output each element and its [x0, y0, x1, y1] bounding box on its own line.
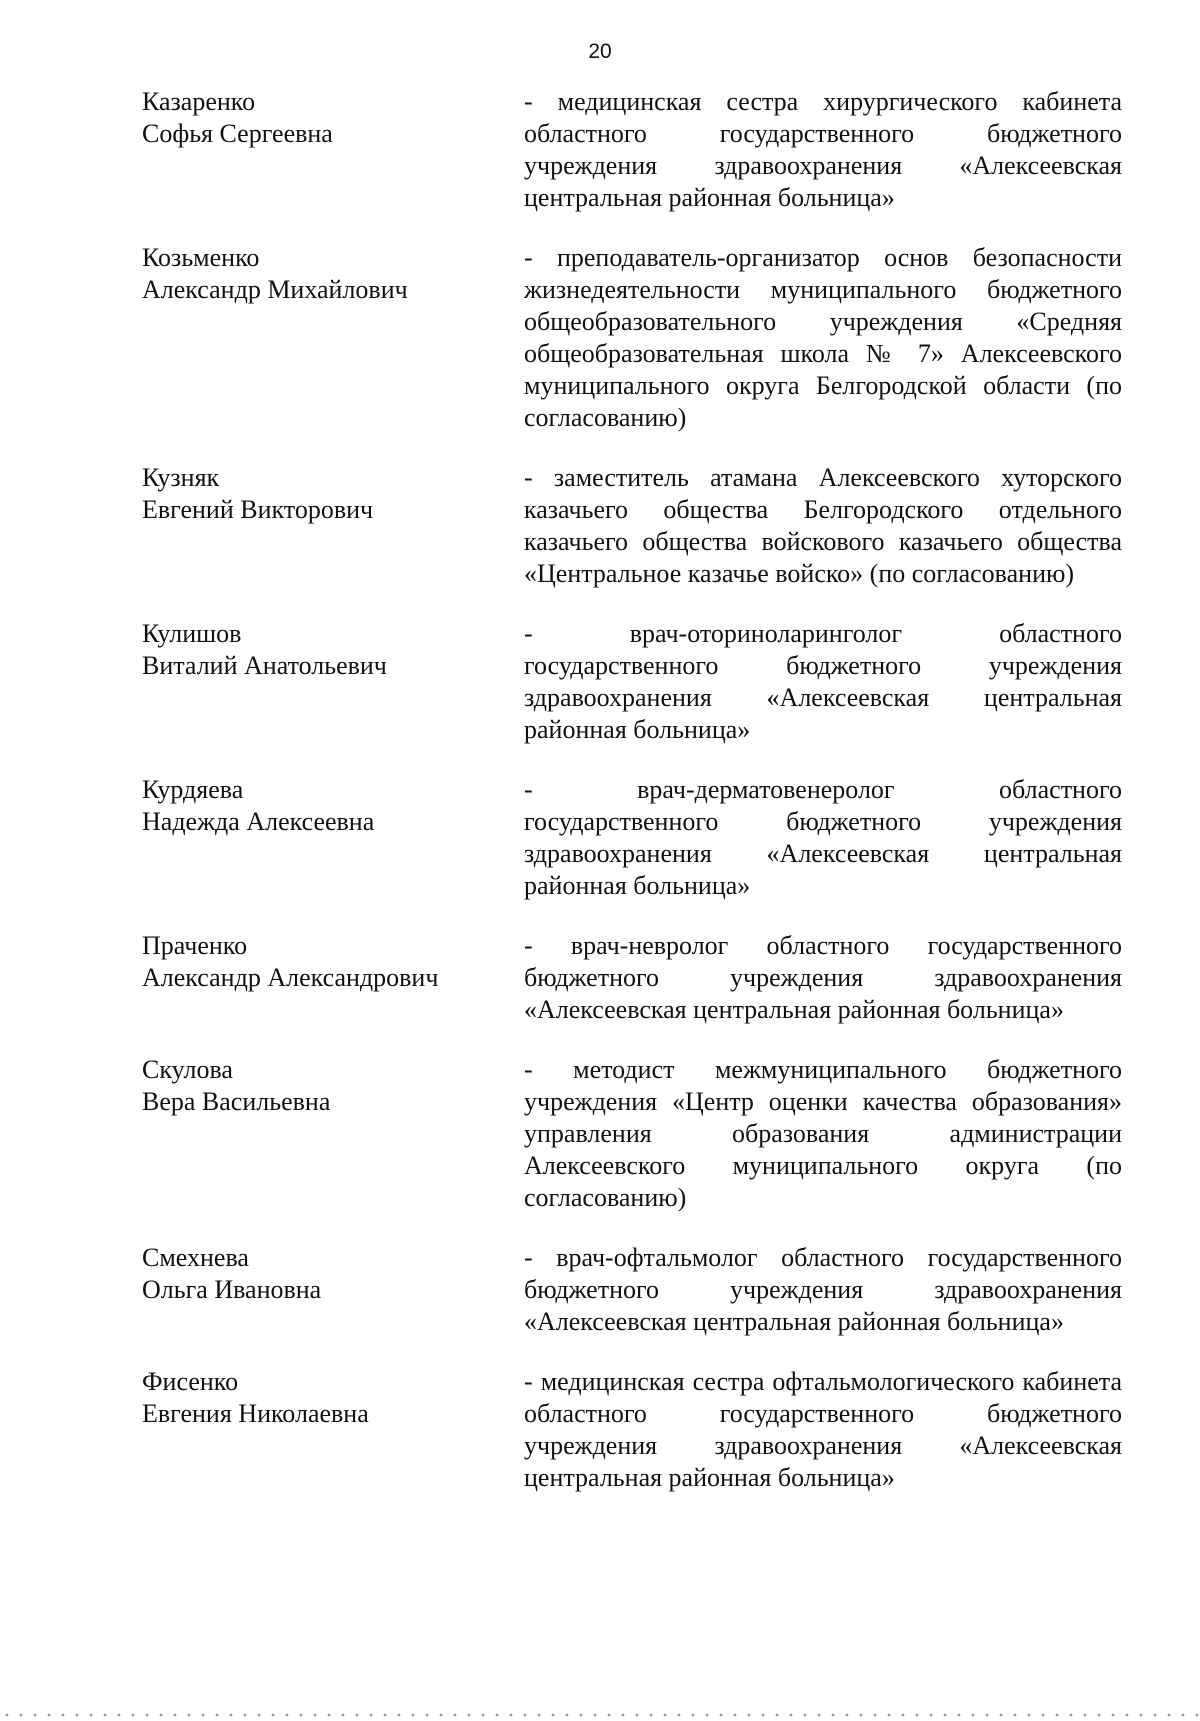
- person-name: [142, 774, 502, 838]
- position-description: - заместитель атамана Алексеевского хуторского казачьего общества Белгородского отдельного казачьего общества войскового казачьего общества «Центральное казачье войско» (по согласованию): [524, 463, 1122, 588]
- given-name: Софья Сергеевна: [142, 119, 333, 148]
- surname: Скулова: [142, 1055, 233, 1084]
- surname: Фисенко: [142, 1367, 239, 1396]
- position-description: - медицинская сестра хирургического кабинета областного государственного бюджетного учреждения здравоохранения «Алексеевская центральная районная больница»: [524, 87, 1122, 212]
- given-name: Ольга Ивановна: [142, 1275, 322, 1304]
- position-description: - методист межмуниципального бюджетного учреждения «Центр оценки качества образования» управления образования администрации Алексеевского муниципального округа (по согласованию): [524, 1055, 1122, 1212]
- position-description: - врач-оториноларинголог областного государственного бюджетного учреждения здравоохранения «Алексеевская центральная районная больница»: [524, 619, 1122, 744]
- person-name: [142, 930, 502, 994]
- position-description: - врач-офтальмолог областного государственного бюджетного учреждения здравоохранения «Алексеевская центральная районная больница»: [524, 1243, 1122, 1336]
- person-name: [142, 1242, 502, 1306]
- person-name: [142, 618, 502, 682]
- list-item: [0, 618, 1200, 746]
- person-name: [142, 462, 502, 526]
- person-name: [142, 1054, 502, 1118]
- given-name: Вера Васильевна: [142, 1087, 331, 1116]
- list-item: [0, 930, 1200, 1026]
- surname: Козьменко: [142, 243, 260, 272]
- person-name: [142, 86, 502, 150]
- given-name: Александр Михайлович: [142, 275, 408, 304]
- list-item: [0, 1366, 1200, 1494]
- surname: Кулишов: [142, 619, 242, 648]
- member-list: [0, 86, 1200, 1522]
- surname: Праченко: [142, 931, 248, 960]
- list-item: [0, 242, 1200, 434]
- position-description: - врач-дерматовенеролог областного государственного бюджетного учреждения здравоохранения «Алексеевская центральная районная больница»: [524, 775, 1122, 900]
- given-name: Евгений Викторович: [142, 495, 374, 524]
- list-item: [0, 774, 1200, 902]
- position-description: - медицинская сестра офтальмологического кабинета областного государственного бюджетного учреждения здравоохранения «Алексеевская центральная районная больница»: [524, 1367, 1122, 1492]
- given-name: Александр Александрович: [142, 963, 439, 992]
- surname: Курдяева: [142, 775, 244, 804]
- person-name: [142, 242, 502, 306]
- list-item: [0, 1054, 1200, 1214]
- given-name: Евгения Николаевна: [142, 1399, 369, 1428]
- list-item: [0, 86, 1200, 214]
- surname: Кузняк: [142, 463, 220, 492]
- surname: Казаренко: [142, 87, 256, 116]
- position-description: - преподаватель-организатор основ безопасности жизнедеятельности муниципального бюджетного общеобразовательного учреждения «Средняя общеобразовательная школа № 7» Алексеевского муниципального округа Белгородской области (по согласованию): [524, 243, 1122, 432]
- list-item: [0, 1242, 1200, 1338]
- given-name: Надежда Алексеевна: [142, 807, 375, 836]
- list-item: [0, 462, 1200, 590]
- scan-artifact-dots: [0, 1711, 1200, 1719]
- surname: Смехнева: [142, 1243, 249, 1272]
- person-name: [142, 1366, 502, 1430]
- given-name: Виталий Анатольевич: [142, 651, 387, 680]
- page-number: 20: [588, 40, 612, 63]
- position-description: - врач-невролог областного государственного бюджетного учреждения здравоохранения «Алексеевская центральная районная больница»: [524, 931, 1122, 1024]
